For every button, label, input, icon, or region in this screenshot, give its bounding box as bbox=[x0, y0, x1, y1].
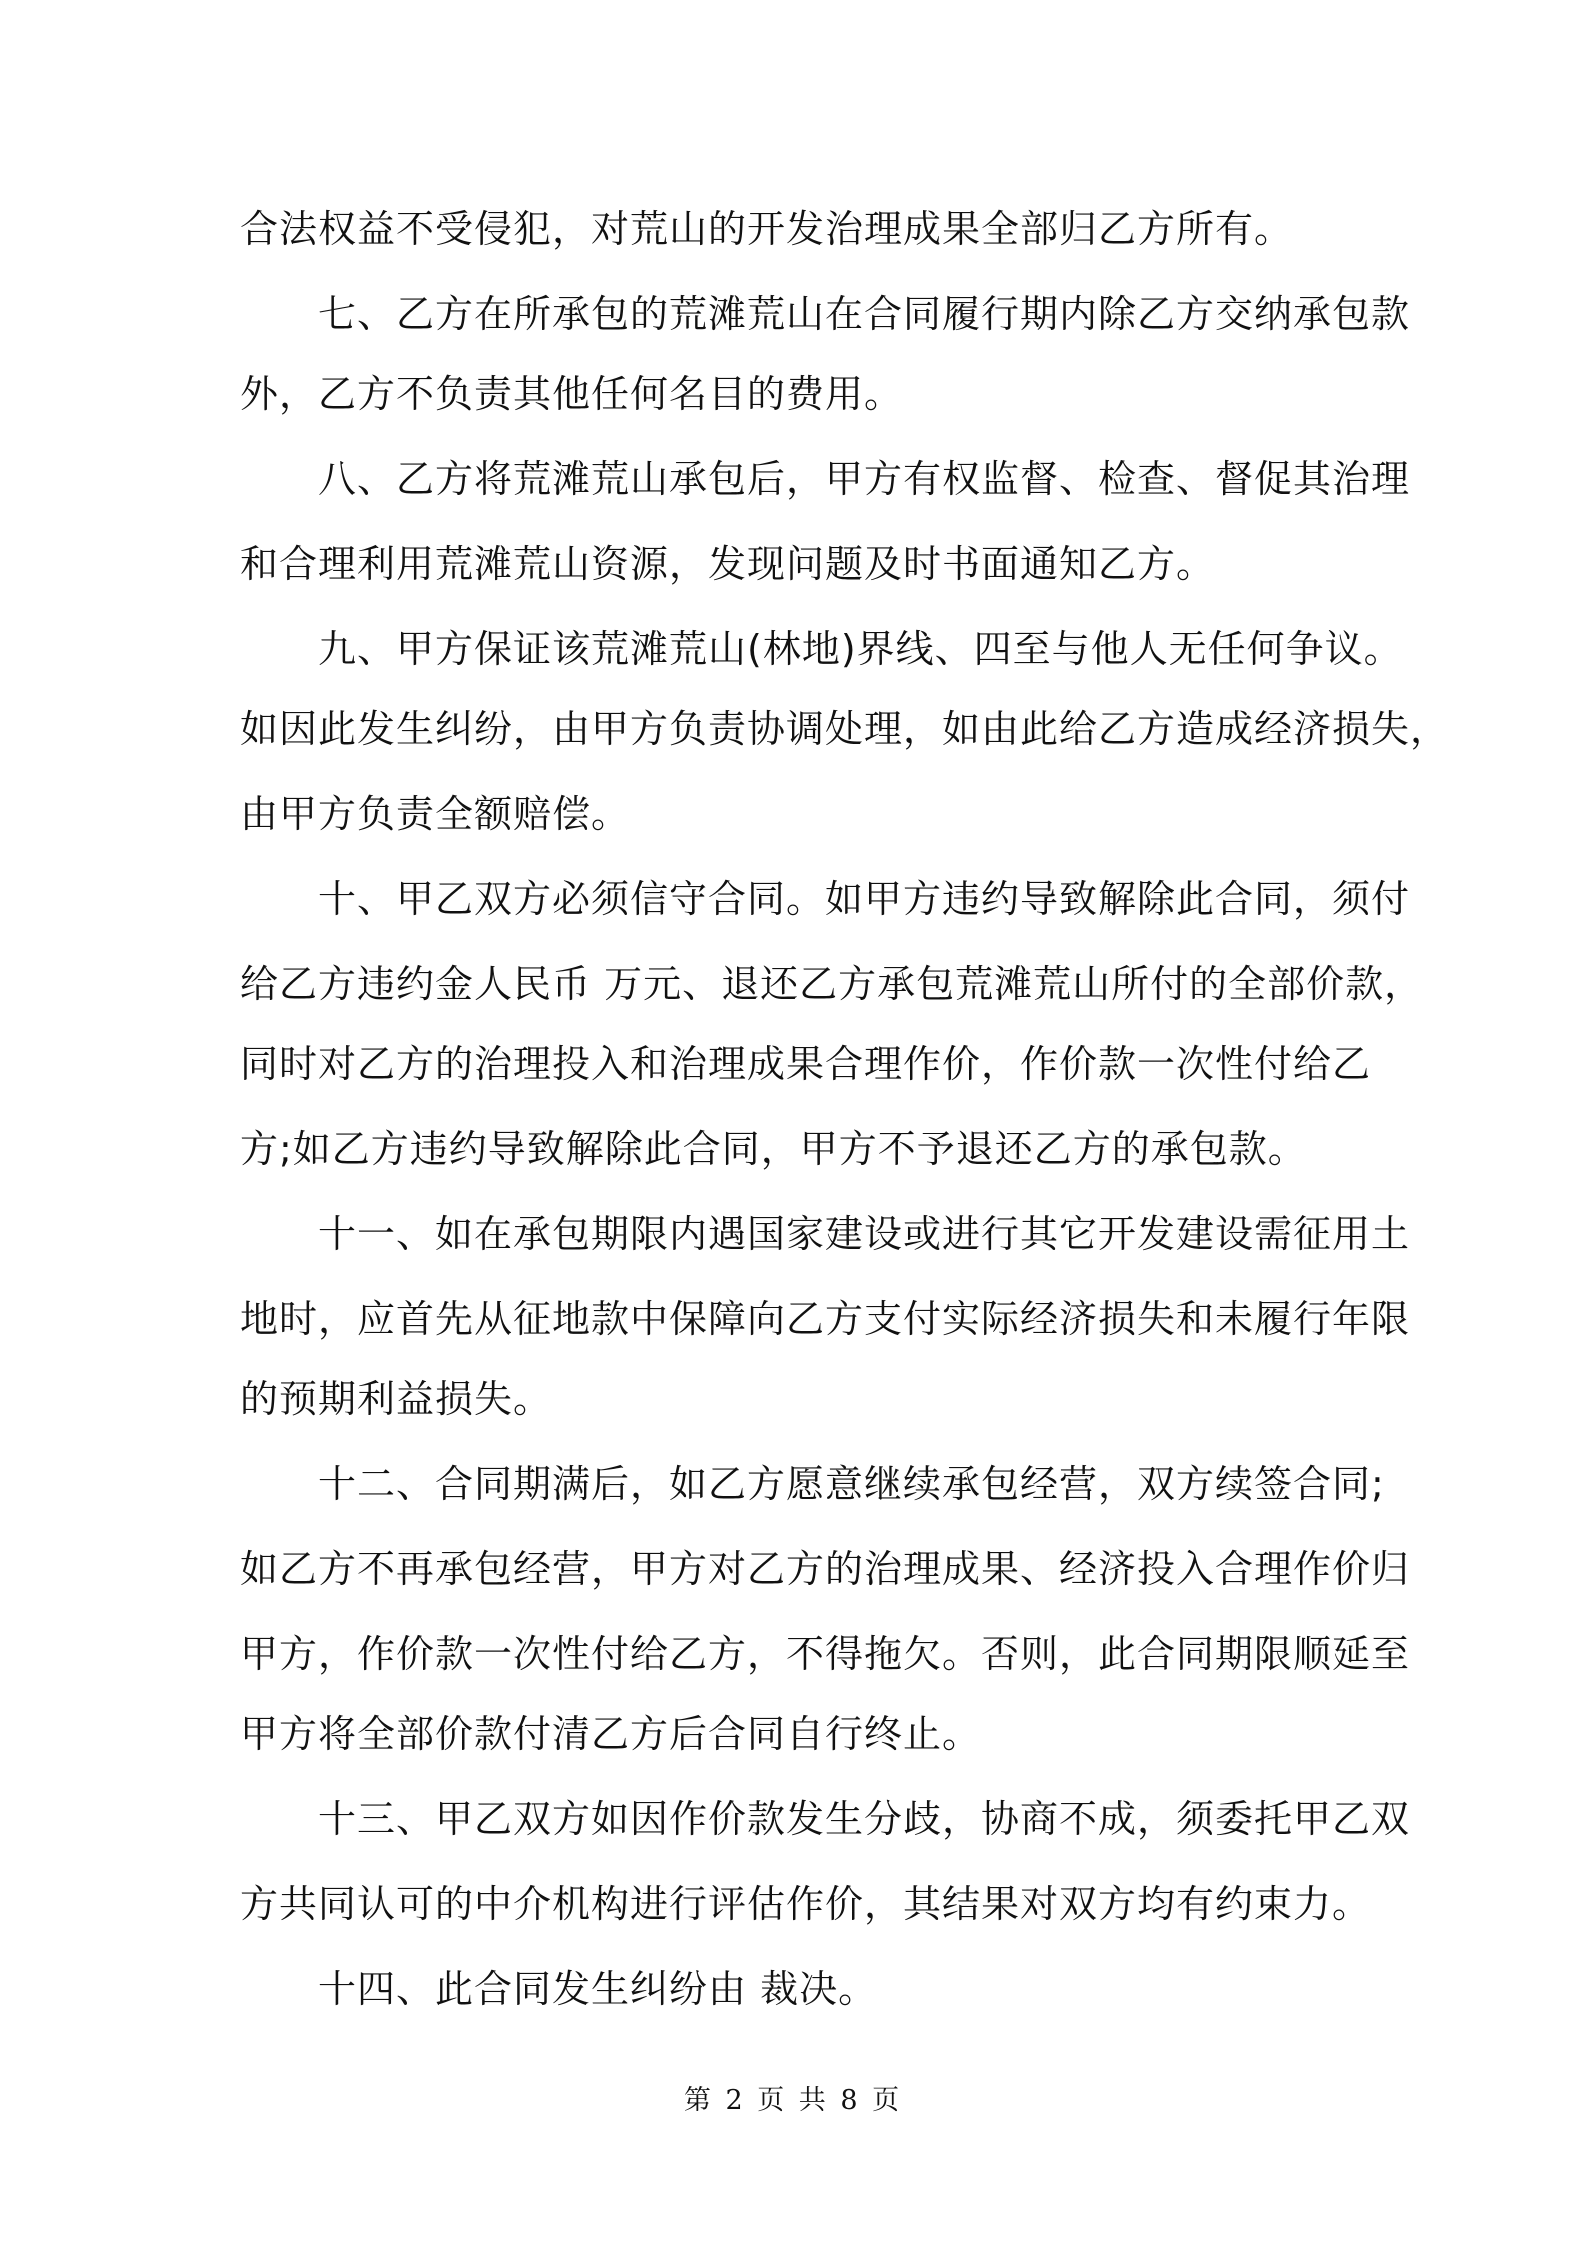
text-line: 由甲方负责全额赔偿。 bbox=[240, 792, 631, 836]
text-line: 和合理利用荒滩荒山资源，发现问题及时书面通知乙方。 bbox=[240, 542, 1216, 586]
text-line: 如因此发生纠纷，由甲方负责协调处理，如由此给乙方造成经济损失， bbox=[240, 707, 1450, 751]
text-line: 十三、甲乙双方如因作价款发生分歧，协商不成，须委托甲乙双 bbox=[240, 1797, 1411, 1841]
text-line: 甲方，作价款一次性付给乙方，不得拖欠。否则，此合同期限顺延至 bbox=[240, 1632, 1411, 1676]
text-line: 十二、合同期满后，如乙方愿意继续承包经营，双方续签合同; bbox=[240, 1462, 1385, 1506]
text-line: 八、乙方将荒滩荒山承包后，甲方有权监督、检查、督促其治理 bbox=[240, 457, 1411, 501]
text-line: 地时，应首先从征地款中保障向乙方支付实际经济损失和未履行年限 bbox=[240, 1297, 1411, 1341]
text-line: 给乙方违约金人民币 万元、退还乙方承包荒滩荒山所付的全部价款， bbox=[240, 962, 1424, 1006]
text-line: 外，乙方不负责其他任何名目的费用。 bbox=[240, 372, 904, 416]
text-line: 十四、此合同发生纠纷由 裁决。 bbox=[240, 1967, 878, 2011]
text-line: 九、甲方保证该荒滩荒山(林地)界线、四至与他人无任何争议。 bbox=[240, 627, 1403, 671]
text-line: 方共同认可的中介机构进行评估作价，其结果对双方均有约束力。 bbox=[240, 1882, 1372, 1926]
page-number: 第 2 页 共 8 页 bbox=[683, 2085, 903, 2116]
text-line: 合法权益不受侵犯，对荒山的开发治理成果全部归乙方所有。 bbox=[240, 207, 1294, 251]
text-line: 方;如乙方违约导致解除此合同，甲方不予退还乙方的承包款。 bbox=[240, 1127, 1307, 1171]
text-line: 七、乙方在所承包的荒滩荒山在合同履行期内除乙方交纳承包款 bbox=[240, 292, 1411, 336]
text-line: 十一、如在承包期限内遇国家建设或进行其它开发建设需征用土 bbox=[240, 1212, 1411, 1256]
text-line: 十、甲乙双方必须信守合同。如甲方违约导致解除此合同，须付 bbox=[240, 877, 1411, 921]
text-line: 甲方将全部价款付清乙方后合同自行终止。 bbox=[240, 1712, 982, 1756]
text-line: 如乙方不再承包经营，甲方对乙方的治理成果、经济投入合理作价归 bbox=[240, 1547, 1411, 1591]
text-line: 的预期利益损失。 bbox=[240, 1377, 553, 1421]
text-line: 同时对乙方的治理投入和治理成果合理作价，作价款一次性付给乙 bbox=[240, 1042, 1372, 1086]
